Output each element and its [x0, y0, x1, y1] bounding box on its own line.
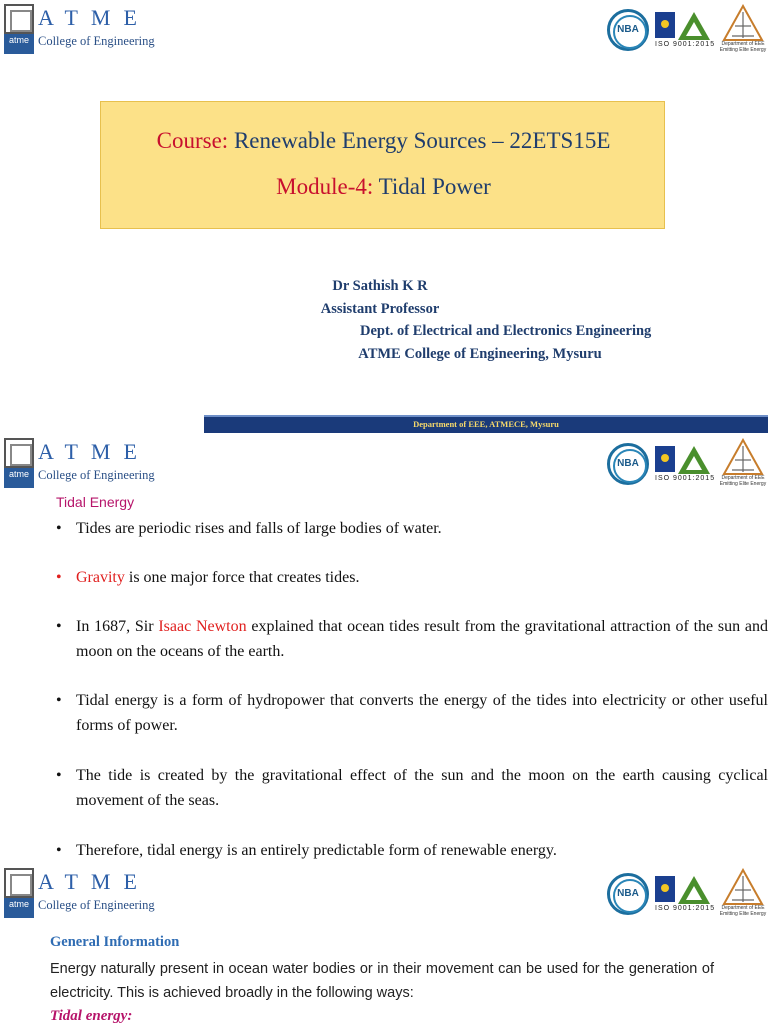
bullet-icon: • — [56, 692, 62, 709]
dept-logo-caption: Department of EEE Emitting Elite Energy — [719, 905, 767, 917]
nba-seal-icon: NBA — [607, 9, 649, 51]
dept-logo-caption: Department of EEE Emitting Elite Energy — [719, 475, 767, 487]
iso-check-icon — [678, 876, 710, 904]
general-info-paragraph: Energy naturally present in ocean water bodies or in their movement can be used for the generation of electricity. This is achieved broadly in the following ways: — [50, 961, 714, 1001]
emphasis-gravity: Gravity — [76, 569, 125, 586]
iso-flag-icon — [655, 446, 675, 472]
brand-subtitle: College of Engineering — [38, 468, 155, 482]
atme-logo — [4, 868, 34, 918]
iso-check-icon — [678, 12, 710, 40]
section-title-tidal-energy: Tidal Energy — [56, 494, 135, 510]
slide-header — [0, 864, 768, 922]
nba-seal-icon: NBA — [607, 873, 649, 915]
author-college: ATME College of Engineering, Mysuru — [358, 346, 602, 362]
bullet-item — [56, 838, 768, 863]
iso-flag-icon — [655, 12, 675, 38]
course-title-box — [100, 101, 665, 229]
author-role: Assistant Professor — [320, 301, 440, 317]
course-label: Course: — [156, 128, 229, 153]
bullet-text: Tides are periodic rises and falls of large bodies of water. — [76, 520, 442, 537]
brand-name: ATME — [38, 5, 150, 30]
atme-logo — [4, 4, 34, 54]
bullet-item — [56, 688, 768, 738]
atme-logo — [4, 438, 34, 488]
bullet-icon: • — [56, 618, 62, 635]
subheading-tidal-energy: Tidal energy: — [50, 1008, 133, 1024]
iso-check-icon — [678, 446, 710, 474]
bullet-item — [56, 565, 768, 590]
dept-logo-caption: Department of EEE Emitting Elite Energy — [719, 41, 767, 53]
brand-name: ATME — [38, 439, 150, 464]
bullet-text — [76, 614, 768, 664]
bullet-text: Therefore, tidal energy is an entirely predictable form of renewable energy. — [76, 842, 557, 859]
logo-square-icon — [4, 868, 34, 898]
bullet-text-pre: In 1687, Sir — [76, 618, 159, 635]
bullet-icon: • — [56, 569, 62, 586]
brand-name: ATME — [38, 869, 150, 894]
bullet-item — [56, 763, 768, 813]
bullet-icon: • — [56, 520, 62, 537]
bullet-text: The tide is created by the gravitational effect of the sun and the moon on the earth causing cyclical movement of the seas. — [76, 767, 768, 809]
bullet-text-post: explained that ocean tides result from the gravitational attraction of the sun and moon on the oceans of the earth. — [76, 618, 768, 660]
bullet-item — [56, 516, 768, 541]
bullet-text — [76, 565, 768, 590]
bullet-item — [56, 614, 768, 664]
logo-strip: atme — [4, 34, 34, 54]
module-line — [101, 174, 666, 200]
bullet-text-rest: is one major force that creates tides. — [124, 569, 360, 586]
slide-header — [0, 434, 768, 492]
logo-square-icon — [4, 438, 34, 468]
iso-label: ISO 9001:2015 — [655, 41, 716, 48]
iso-label: ISO 9001:2015 — [655, 905, 716, 912]
slide-footer-bar: Department of EEE, ATMECE, Mysuru — [204, 415, 768, 433]
iso-label: ISO 9001:2015 — [655, 475, 716, 482]
logo-strip: atme — [4, 898, 34, 918]
course-title: Renewable Energy Sources – 22ETS15E — [233, 128, 611, 153]
logo-square-icon — [4, 4, 34, 34]
nba-seal-icon: NBA — [607, 443, 649, 485]
bullet-icon: • — [56, 842, 62, 859]
brand-subtitle: College of Engineering — [38, 898, 155, 912]
emphasis-newton: Isaac Newton — [158, 618, 247, 635]
module-title: Tidal Power — [378, 174, 491, 199]
author-dept: Dept. of Electrical and Electronics Engineering — [360, 323, 652, 339]
logo-strip: atme — [4, 468, 34, 488]
course-line — [101, 128, 666, 154]
author-name: Dr Sathish K R — [332, 278, 428, 294]
brand-subtitle: College of Engineering — [38, 34, 155, 48]
slide-header — [0, 0, 768, 58]
bullet-icon: • — [56, 767, 62, 784]
section-title-general-information: General Information — [50, 934, 180, 950]
module-label: Module-4: — [276, 174, 374, 199]
bullet-text: Tidal energy is a form of hydropower that converts the energy of the tides into electricity or other useful forms of power. — [76, 692, 768, 734]
iso-flag-icon — [655, 876, 675, 902]
